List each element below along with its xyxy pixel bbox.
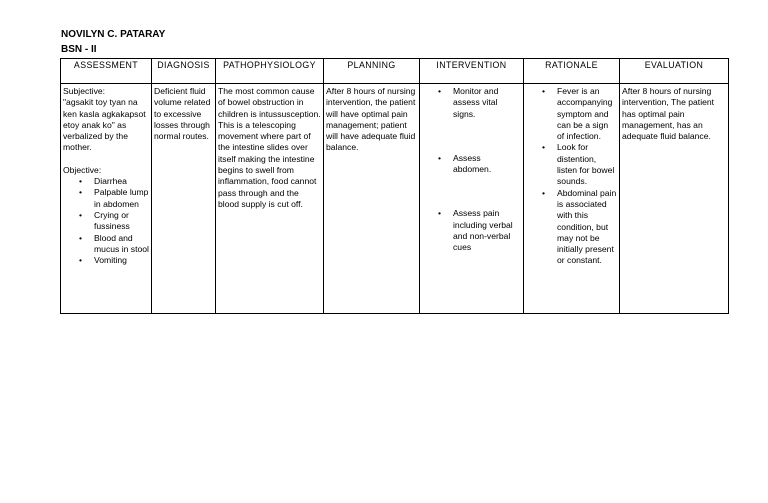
objective-item: Blood and mucus in stool [94, 232, 149, 254]
objective-label: Objective: [63, 164, 102, 175]
rationale-item: Look for distention, listen for bowel sounds. [557, 142, 615, 187]
intervention-list [422, 86, 521, 254]
objective-item: Vomiting [94, 255, 127, 266]
intervention-item: Assess pain including verbal and non-verbal cues [453, 208, 513, 253]
bullet-icon: • [542, 142, 546, 153]
bullet-icon: • [79, 255, 83, 266]
pathophysiology-cell [216, 84, 324, 314]
list-item [79, 255, 149, 266]
list-item [542, 187, 617, 267]
list-item [438, 152, 521, 176]
col-header-rationale: RATIONALE [524, 59, 620, 84]
diagnosis-cell [152, 84, 216, 314]
col-header-evaluation: EVALUATION [620, 59, 729, 84]
rationale-cell [524, 84, 620, 314]
list-item [542, 86, 617, 142]
pathophysiology-text: The most common cause of bowel obstruction in children is intussusception. This is a telescoping movement where part of the intestine slides over itself making the intestine begins to swell from inflammation, food cannot pass through and the blood supply is cut off. [218, 86, 321, 209]
objective-item: Diarrhea [94, 176, 127, 187]
col-header-assessment: ASSESSMENT [61, 59, 152, 84]
planning-cell [324, 84, 420, 314]
assessment-cell [61, 84, 152, 314]
list-item [79, 232, 149, 256]
rationale-item: Fever is an accompanying symptom and can be a sign of infection. [557, 86, 613, 142]
col-header-intervention: INTERVENTION [420, 59, 524, 84]
list-item [438, 86, 521, 120]
rationale-list [526, 86, 617, 267]
col-header-pathophysiology: PATHOPHYSIOLOGY [216, 59, 324, 84]
bullet-icon: • [542, 86, 546, 96]
rationale-item: Abdominal pain is associated with this condition, but may not be initially present or constant. [557, 187, 617, 266]
subjective-text: "agsakit toy tyan na ken kasla agkakapsot etoy anak ko" as verbalized by the mother. [63, 97, 146, 153]
list-item [438, 208, 521, 253]
intervention-item: Assess abdomen. [453, 152, 492, 175]
evaluation-cell [620, 84, 729, 314]
intervention-item: Monitor and assess vital signs. [453, 86, 499, 119]
subjective-label: Subjective: [63, 86, 106, 96]
student-name: NOVILYN C. PATARAY [61, 29, 166, 40]
list-item [542, 142, 617, 187]
objective-item: Palpable lump in abdomen [94, 187, 149, 209]
bullet-icon: • [79, 209, 83, 220]
col-header-planning: PLANNING [324, 59, 420, 84]
diagnosis-text: Deficient fluid volume related to excessive losses through normal routes. [154, 86, 211, 142]
planning-text: After 8 hours of nursing intervention, the patient will have optimal pain management; patient will have adequate fluid balance. [326, 86, 416, 153]
bullet-icon: • [79, 187, 83, 198]
bullet-icon: • [542, 187, 546, 198]
bullet-icon: • [79, 232, 83, 243]
nursing-care-plan-table [60, 58, 729, 314]
bullet-icon: • [438, 152, 442, 163]
objective-item: Crying or fussiness [94, 209, 130, 232]
bullet-icon: • [438, 86, 442, 96]
evaluation-text: After 8 hours of nursing intervention, The patient has optimal pain management, has an adequate fluid balance. [622, 86, 715, 142]
bullet-icon: • [438, 208, 442, 219]
intervention-cell [420, 84, 524, 314]
student-section: BSN - II [61, 44, 97, 55]
bullet-icon: • [79, 176, 83, 187]
list-item [79, 187, 149, 210]
list-item [79, 209, 149, 233]
spacer [63, 154, 149, 165]
col-header-diagnosis: DIAGNOSIS [152, 59, 216, 84]
table-row [61, 84, 729, 314]
list-item [79, 176, 149, 187]
objective-list [63, 176, 149, 266]
table-header-row [61, 59, 729, 84]
